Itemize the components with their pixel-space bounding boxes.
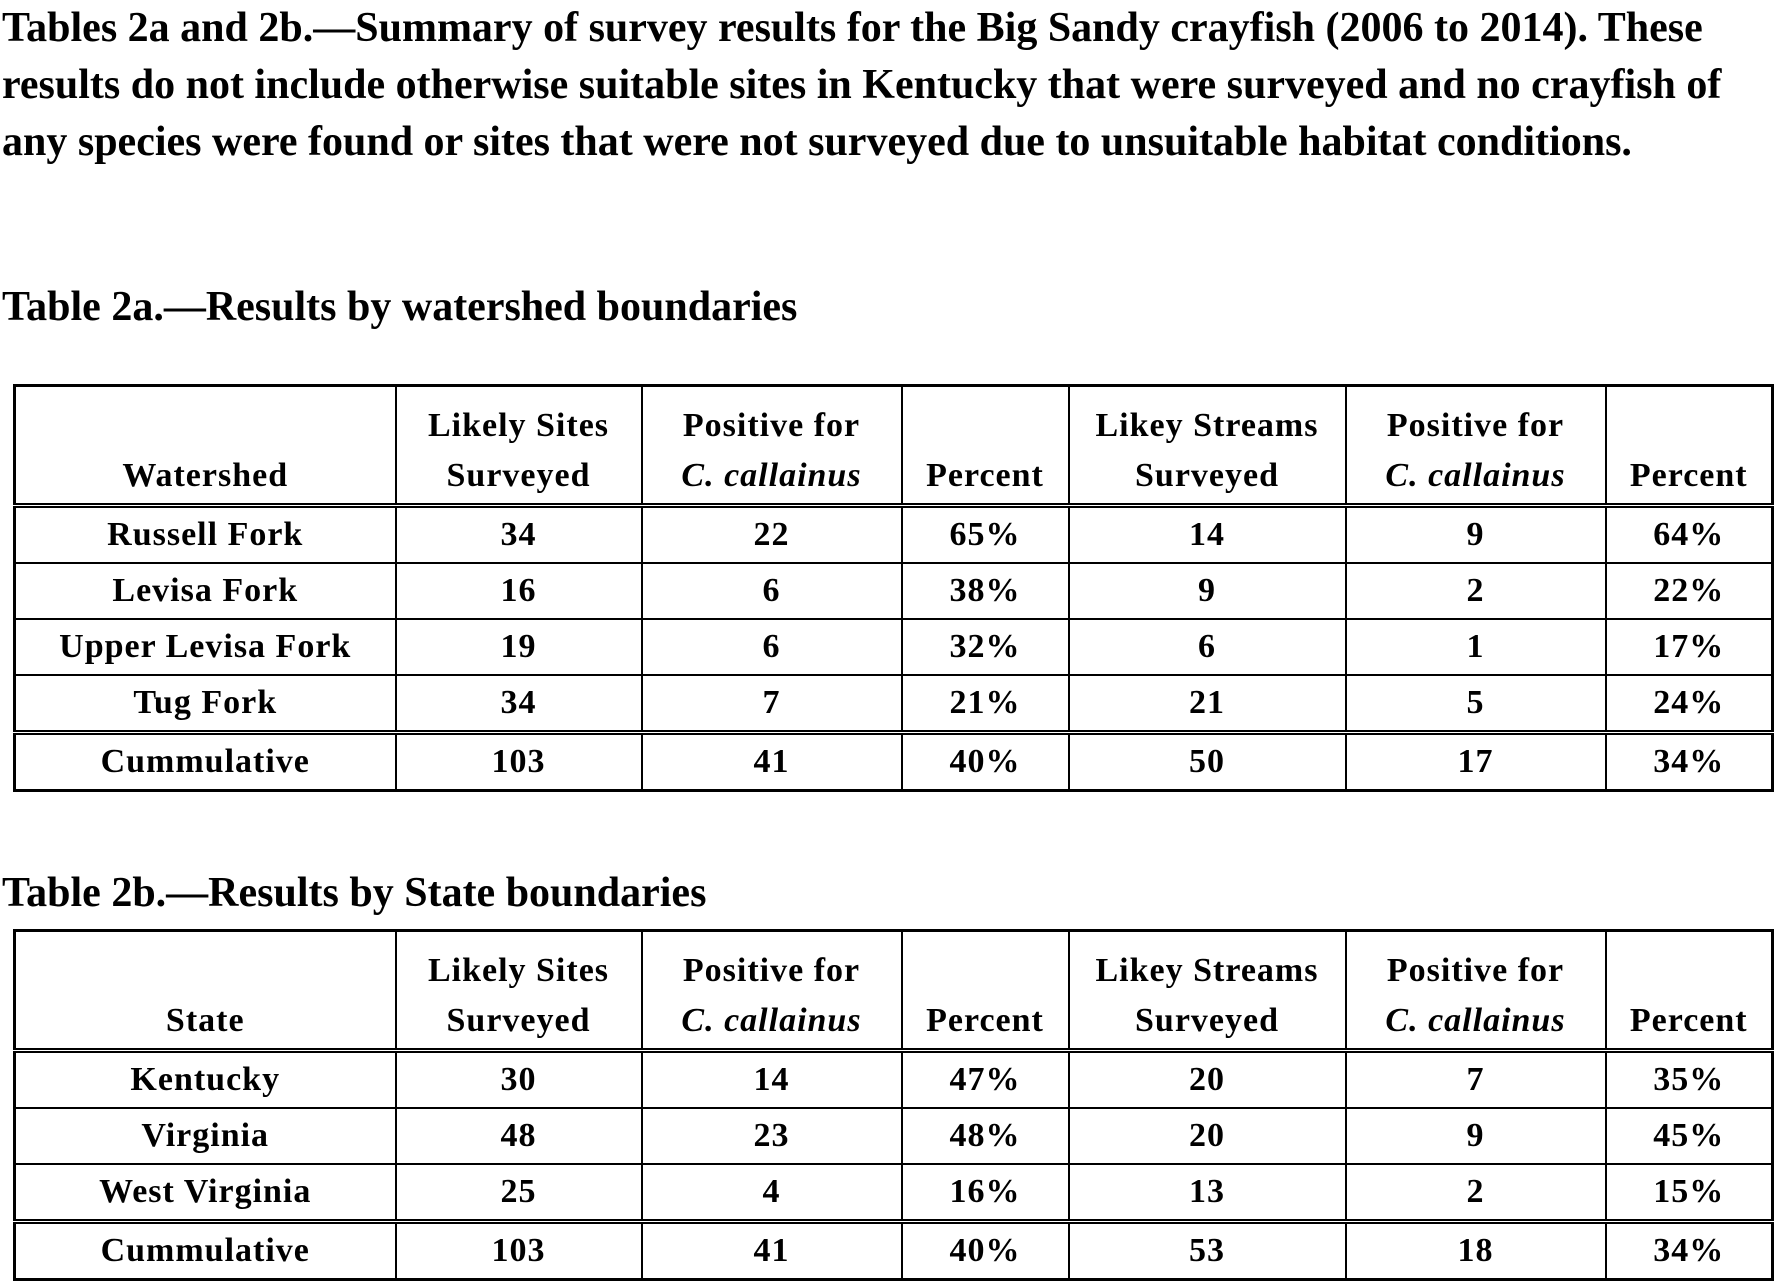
table-cell: 1 — [1346, 619, 1606, 675]
table-header-row — [15, 386, 1773, 506]
table-total-row — [15, 733, 1773, 791]
header-positive-streams: Positive for C. callainus — [1346, 386, 1606, 506]
table-cell: 22 — [642, 506, 902, 564]
header-positive-streams: Positive for C. callainus — [1346, 931, 1606, 1051]
table-cell: 40% — [902, 733, 1069, 791]
table-cell: 21% — [902, 675, 1069, 733]
table-cell: 6 — [1069, 619, 1346, 675]
table-cell: 34% — [1606, 1222, 1773, 1280]
table-cell: 50 — [1069, 733, 1346, 791]
table-row — [15, 1164, 1773, 1222]
table-cell: 41 — [642, 733, 902, 791]
table-cell: Upper Levisa Fork — [15, 619, 396, 675]
table-row — [15, 1051, 1773, 1109]
table-row — [15, 675, 1773, 733]
table-cell: 7 — [1346, 1051, 1606, 1109]
table-cell: 103 — [396, 1222, 642, 1280]
header-percent-sites: Percent — [902, 386, 1069, 506]
table-cell: 64% — [1606, 506, 1773, 564]
table-cell: 16% — [902, 1164, 1069, 1222]
table-cell: 65% — [902, 506, 1069, 564]
table-cell: 25 — [396, 1164, 642, 1222]
table-cell: Cummulative — [15, 1222, 396, 1280]
table-cell: 47% — [902, 1051, 1069, 1109]
header-positive-sites: Positive for C. callainus — [642, 931, 902, 1051]
table-cell: 5 — [1346, 675, 1606, 733]
header-likely-streams-surveyed: Likey Streams Surveyed — [1069, 386, 1346, 506]
table-cell: 41 — [642, 1222, 902, 1280]
table-cell: Virginia — [15, 1108, 396, 1164]
table-cell: Levisa Fork — [15, 563, 396, 619]
header-state: State — [15, 931, 396, 1051]
table-cell: 18 — [1346, 1222, 1606, 1280]
table-cell: 7 — [642, 675, 902, 733]
table-cell: 14 — [1069, 506, 1346, 564]
table-header-row — [15, 931, 1773, 1051]
table-cell: 2 — [1346, 563, 1606, 619]
header-percent-sites: Percent — [902, 931, 1069, 1051]
table-cell: 19 — [396, 619, 642, 675]
table-cell: 15% — [1606, 1164, 1773, 1222]
table-row — [15, 563, 1773, 619]
table-row — [15, 619, 1773, 675]
header-percent-streams: Percent — [1606, 386, 1773, 506]
header-likely-sites-surveyed: Likely Sites Surveyed — [396, 931, 642, 1051]
header-percent-streams: Percent — [1606, 931, 1773, 1051]
table-cell: 32% — [902, 619, 1069, 675]
table-cell: Cummulative — [15, 733, 396, 791]
table-2b-state-results — [13, 929, 1774, 1281]
table-cell: 38% — [902, 563, 1069, 619]
table-cell: 4 — [642, 1164, 902, 1222]
table-cell: 16 — [396, 563, 642, 619]
table-row — [15, 506, 1773, 564]
table-cell: 9 — [1346, 1108, 1606, 1164]
table-cell: 17 — [1346, 733, 1606, 791]
document-caption: Tables 2a and 2b.—Summary of survey results for the Big Sandy crayfish (2006 to 2014). These results do not include otherwise suitable sites in Kentucky that were surveyed and no crayfish of any species were found or sites that were not surveyed due to unsuitable habitat conditions. — [2, 5, 1722, 165]
table-cell: 6 — [642, 619, 902, 675]
table-cell: 103 — [396, 733, 642, 791]
table-cell: 40% — [902, 1222, 1069, 1280]
table-cell: 53 — [1069, 1222, 1346, 1280]
table-cell: 34 — [396, 506, 642, 564]
table-cell: 34% — [1606, 733, 1773, 791]
table-cell: Kentucky — [15, 1051, 396, 1109]
table-row — [15, 1108, 1773, 1164]
header-positive-sites: Positive for C. callainus — [642, 386, 902, 506]
table-cell: 9 — [1346, 506, 1606, 564]
table-cell: West Virginia — [15, 1164, 396, 1222]
table-total-row — [15, 1222, 1773, 1280]
table-cell: 13 — [1069, 1164, 1346, 1222]
table-cell: 45% — [1606, 1108, 1773, 1164]
table-cell: 14 — [642, 1051, 902, 1109]
table-cell: 48 — [396, 1108, 642, 1164]
table-cell: 20 — [1069, 1108, 1346, 1164]
table-cell: 17% — [1606, 619, 1773, 675]
table-cell: 22% — [1606, 563, 1773, 619]
table-cell: 6 — [642, 563, 902, 619]
table-2a-title: Table 2a.—Results by watershed boundaries — [2, 284, 798, 330]
table-cell: 24% — [1606, 675, 1773, 733]
table-cell: 2 — [1346, 1164, 1606, 1222]
table-cell: 9 — [1069, 563, 1346, 619]
table-cell: 21 — [1069, 675, 1346, 733]
table-cell: 23 — [642, 1108, 902, 1164]
table-2b-title: Table 2b.—Results by State boundaries — [2, 870, 707, 916]
header-likely-sites-surveyed: Likely Sites Surveyed — [396, 386, 642, 506]
header-likely-streams-surveyed: Likey Streams Surveyed — [1069, 931, 1346, 1051]
table-cell: Tug Fork — [15, 675, 396, 733]
table-cell: 48% — [902, 1108, 1069, 1164]
table-cell: 30 — [396, 1051, 642, 1109]
table-cell: 20 — [1069, 1051, 1346, 1109]
table-cell: 34 — [396, 675, 642, 733]
table-cell: 35% — [1606, 1051, 1773, 1109]
table-2a-watershed-results — [13, 384, 1774, 792]
header-watershed: Watershed — [15, 386, 396, 506]
table-cell: Russell Fork — [15, 506, 396, 564]
